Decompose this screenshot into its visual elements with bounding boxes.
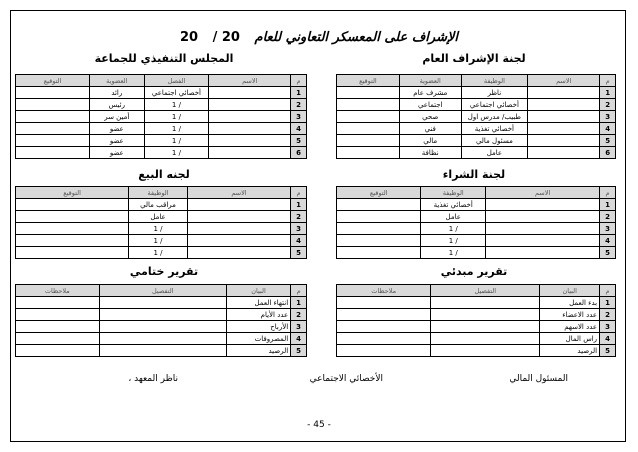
table-row (16, 247, 307, 259)
table-cell[interactable]: ناظر (461, 87, 528, 99)
table-cell[interactable] (337, 135, 400, 147)
table-row (16, 87, 307, 99)
row-number: 4 (291, 235, 307, 247)
table-row (337, 247, 616, 259)
table-cell[interactable] (337, 223, 421, 235)
table-cell[interactable] (486, 235, 600, 247)
table-row (337, 235, 616, 247)
table-row (16, 111, 307, 123)
column-header: م (600, 285, 616, 297)
table-cell[interactable] (337, 309, 431, 321)
table-row (16, 321, 307, 333)
row-number: 5 (291, 247, 307, 259)
table-cell[interactable] (187, 223, 290, 235)
row-number: 2 (291, 309, 307, 321)
column-header: م (291, 285, 307, 297)
table-row (16, 99, 307, 111)
table-cell[interactable] (528, 87, 600, 99)
table-cell[interactable] (486, 211, 600, 223)
general-committee-table (336, 74, 616, 159)
column-header: الوظيفة (421, 187, 486, 199)
table-cell[interactable]: / 1 (144, 135, 209, 147)
table-row (16, 345, 307, 357)
table-cell[interactable] (337, 87, 400, 99)
table-cell[interactable] (431, 345, 540, 357)
general-committee-title: لجنة الإشراف العام (422, 52, 526, 65)
row-number: 1 (291, 297, 307, 309)
table-row (16, 333, 307, 345)
row-number: 1 (600, 297, 616, 309)
table-cell[interactable] (99, 321, 226, 333)
principal-signature: ناظر المعهد ، (128, 374, 178, 384)
table-cell[interactable] (99, 333, 226, 345)
column-header: الاسم (209, 75, 291, 87)
table-cell[interactable]: انتهاء العمل (226, 297, 290, 309)
table-cell[interactable] (99, 309, 226, 321)
table-cell[interactable]: / 1 (129, 235, 188, 247)
table-cell[interactable] (337, 247, 421, 259)
table-header-row (16, 75, 307, 87)
table-cell[interactable]: مراقب مالي (129, 199, 188, 211)
table-cell[interactable] (209, 111, 291, 123)
table-cell[interactable]: الرصيد (226, 345, 290, 357)
row-number: 1 (600, 199, 616, 211)
table-cell[interactable]: عضو (90, 147, 145, 159)
table-row (337, 99, 616, 111)
table-cell[interactable] (209, 135, 291, 147)
table-row (337, 333, 616, 345)
exec-council-table (15, 74, 307, 159)
table-cell[interactable]: عضو (90, 123, 145, 135)
table-cell[interactable]: عامل (421, 211, 486, 223)
row-number: 5 (600, 247, 616, 259)
year-separator: / (212, 30, 218, 45)
table-cell[interactable] (16, 309, 100, 321)
year-end: 20 (179, 30, 199, 45)
table-cell[interactable] (16, 223, 129, 235)
row-number: 3 (600, 111, 616, 123)
table-row (337, 345, 616, 357)
row-number: 2 (291, 99, 307, 111)
table-cell[interactable]: صحي (399, 111, 461, 123)
table-cell[interactable] (16, 135, 90, 147)
row-number: 2 (600, 309, 616, 321)
social-worker-signature: الأخصائي الاجتماعي (309, 374, 383, 384)
column-header: البيان (540, 285, 600, 297)
row-number: 1 (600, 87, 616, 99)
initial-report-table (336, 284, 616, 357)
column-header: العضوية (90, 75, 145, 87)
row-number: 4 (600, 333, 616, 345)
table-cell[interactable]: اجتماعي (399, 99, 461, 111)
column-header: البيان (226, 285, 290, 297)
table-row (337, 297, 616, 309)
table-cell[interactable] (16, 123, 90, 135)
column-header: التوقيع (337, 187, 421, 199)
table-cell[interactable] (337, 123, 400, 135)
table-row (16, 135, 307, 147)
table-cell[interactable] (209, 99, 291, 111)
table-cell[interactable]: الأرباح (226, 321, 290, 333)
table-row (337, 321, 616, 333)
table-cell[interactable] (528, 135, 600, 147)
table-cell[interactable] (16, 111, 90, 123)
table-header-row (16, 187, 307, 199)
table-cell[interactable]: عضو (90, 135, 145, 147)
table-cell[interactable] (337, 199, 421, 211)
table-cell[interactable]: / 1 (144, 123, 209, 135)
column-header: التفصيل (99, 285, 226, 297)
column-header: التفصيل (431, 285, 540, 297)
row-number: 5 (291, 135, 307, 147)
table-cell[interactable] (99, 345, 226, 357)
column-header: الاسم (486, 187, 600, 199)
table-cell[interactable] (528, 147, 600, 159)
page-header (0, 30, 638, 45)
table-cell[interactable] (431, 297, 540, 309)
table-cell[interactable]: نظافة (399, 147, 461, 159)
purchase-committee-title: لجنة الشراء (442, 168, 506, 181)
table-cell[interactable] (187, 235, 290, 247)
sales-committee-table (15, 186, 307, 259)
row-number: 6 (291, 147, 307, 159)
table-header-row (337, 285, 616, 297)
column-header: م (291, 75, 307, 87)
table-cell[interactable] (337, 147, 400, 159)
page-title: الإشراف على المعسكر التعاوني للعام (254, 30, 459, 45)
table-cell[interactable]: فني (399, 123, 461, 135)
table-cell[interactable] (431, 333, 540, 345)
column-header: العضوية (399, 75, 461, 87)
column-header: ملاحظات (16, 285, 100, 297)
finance-officer-signature: المسئول المالي (509, 374, 568, 384)
table-cell[interactable] (528, 111, 600, 123)
table-cell[interactable] (16, 211, 129, 223)
column-header: الفصل (144, 75, 209, 87)
table-cell[interactable]: / 1 (421, 235, 486, 247)
table-cell[interactable] (209, 87, 291, 99)
table-cell[interactable]: عدد الأيام (226, 309, 290, 321)
table-cell[interactable]: مالي (399, 135, 461, 147)
row-number: 4 (600, 123, 616, 135)
table-cell[interactable] (337, 333, 431, 345)
table-header-row (16, 285, 307, 297)
sales-committee-title: لجنه البيع (138, 168, 190, 181)
table-cell[interactable] (486, 199, 600, 211)
table-cell[interactable] (16, 99, 90, 111)
table-cell[interactable]: أمين سر (90, 111, 145, 123)
exec-council-title: المجلس التنفيذي للجماعة (94, 52, 234, 65)
table-cell[interactable]: راس المال (540, 333, 600, 345)
table-cell[interactable]: أخصائي تغذية (461, 123, 528, 135)
table-cell[interactable]: / 1 (144, 99, 209, 111)
table-cell[interactable] (16, 199, 129, 211)
table-cell[interactable] (337, 235, 421, 247)
table-cell[interactable] (337, 211, 421, 223)
table-cell[interactable]: الرصيد (540, 345, 600, 357)
final-report-table (15, 284, 307, 357)
table-header-row (337, 75, 616, 87)
table-cell[interactable]: / 1 (421, 223, 486, 235)
column-header: التوقيع (337, 75, 400, 87)
table-row (337, 135, 616, 147)
row-number: 4 (291, 123, 307, 135)
table-cell[interactable]: رائد (90, 87, 145, 99)
table-cell[interactable]: رئيس (90, 99, 145, 111)
row-number: 3 (291, 111, 307, 123)
table-cell[interactable]: مسئول مالي (461, 135, 528, 147)
row-number: 5 (600, 345, 616, 357)
table-header-row (337, 187, 616, 199)
table-cell[interactable]: بدء العمل (540, 297, 600, 309)
row-number: 5 (600, 135, 616, 147)
table-cell[interactable] (16, 147, 90, 159)
table-cell[interactable] (16, 235, 129, 247)
row-number: 2 (600, 211, 616, 223)
initial-report-title: تقرير مبدئي (440, 265, 508, 278)
page-number: - 45 - (307, 420, 331, 430)
table-cell[interactable]: المصروفات (226, 333, 290, 345)
final-report-title: تقرير ختامي (129, 265, 199, 278)
row-number: 3 (291, 223, 307, 235)
table-row (337, 147, 616, 159)
table-cell[interactable]: / 1 (129, 247, 188, 259)
table-cell[interactable] (187, 211, 290, 223)
row-number: 1 (291, 87, 307, 99)
table-cell[interactable]: أخصائي تغذية (421, 199, 486, 211)
table-cell[interactable]: مشرف عام (399, 87, 461, 99)
purchase-committee-table (336, 186, 616, 259)
row-number: 4 (291, 333, 307, 345)
table-cell[interactable]: أخصائي اجتماعي (461, 99, 528, 111)
table-row (16, 147, 307, 159)
table-row (337, 211, 616, 223)
column-header: ملاحظات (337, 285, 431, 297)
table-row (16, 199, 307, 211)
table-cell[interactable] (528, 99, 600, 111)
table-row (16, 223, 307, 235)
table-cell[interactable]: أخصائي اجتماعي (144, 87, 209, 99)
row-number: 6 (600, 147, 616, 159)
column-header: الاسم (528, 75, 600, 87)
table-cell[interactable] (431, 321, 540, 333)
table-row (16, 309, 307, 321)
table-cell[interactable]: عامل (461, 147, 528, 159)
row-number: 4 (600, 235, 616, 247)
table-cell[interactable] (16, 333, 100, 345)
table-cell[interactable] (187, 247, 290, 259)
table-cell[interactable] (486, 223, 600, 235)
column-header: م (600, 187, 616, 199)
table-cell[interactable] (187, 199, 290, 211)
table-row (337, 223, 616, 235)
column-header: م (291, 187, 307, 199)
table-cell[interactable] (337, 297, 431, 309)
table-cell[interactable] (16, 321, 100, 333)
column-header: التوقيع (16, 75, 90, 87)
table-cell[interactable] (209, 147, 291, 159)
year-start: 20 (221, 30, 240, 45)
table-cell[interactable] (16, 247, 129, 259)
table-cell[interactable] (431, 309, 540, 321)
table-cell[interactable] (337, 321, 431, 333)
row-number: 3 (291, 321, 307, 333)
table-row (337, 123, 616, 135)
table-cell[interactable] (486, 247, 600, 259)
row-number: 2 (600, 99, 616, 111)
table-row (16, 297, 307, 309)
table-row (337, 199, 616, 211)
table-cell[interactable] (337, 99, 400, 111)
row-number: 3 (600, 223, 616, 235)
table-cell[interactable] (337, 345, 431, 357)
table-cell[interactable]: طبيب/ مدرس اول (461, 111, 528, 123)
table-row (337, 309, 616, 321)
table-row (16, 235, 307, 247)
table-cell[interactable]: عامل (129, 211, 188, 223)
column-header: م (600, 75, 616, 87)
table-cell[interactable] (16, 297, 100, 309)
row-number: 5 (291, 345, 307, 357)
column-header: الوظيفة (129, 187, 188, 199)
column-header: التوقيع (16, 187, 129, 199)
table-cell[interactable]: / 1 (144, 147, 209, 159)
table-cell[interactable]: عدد الاسهم (540, 321, 600, 333)
table-cell[interactable]: عدد الاعضاء (540, 309, 600, 321)
table-row (337, 111, 616, 123)
table-cell[interactable] (209, 123, 291, 135)
table-cell[interactable] (16, 345, 100, 357)
column-header: الوظيفة (461, 75, 528, 87)
column-header: الاسم (187, 187, 290, 199)
row-number: 2 (291, 211, 307, 223)
table-cell[interactable] (528, 123, 600, 135)
table-cell[interactable] (16, 87, 90, 99)
table-cell[interactable]: / 1 (421, 247, 486, 259)
table-cell[interactable] (99, 297, 226, 309)
table-cell[interactable]: / 1 (144, 111, 209, 123)
table-row (16, 123, 307, 135)
table-cell[interactable] (337, 111, 400, 123)
table-cell[interactable]: / 1 (129, 223, 188, 235)
row-number: 3 (600, 321, 616, 333)
table-row (337, 87, 616, 99)
row-number: 1 (291, 199, 307, 211)
table-row (16, 211, 307, 223)
